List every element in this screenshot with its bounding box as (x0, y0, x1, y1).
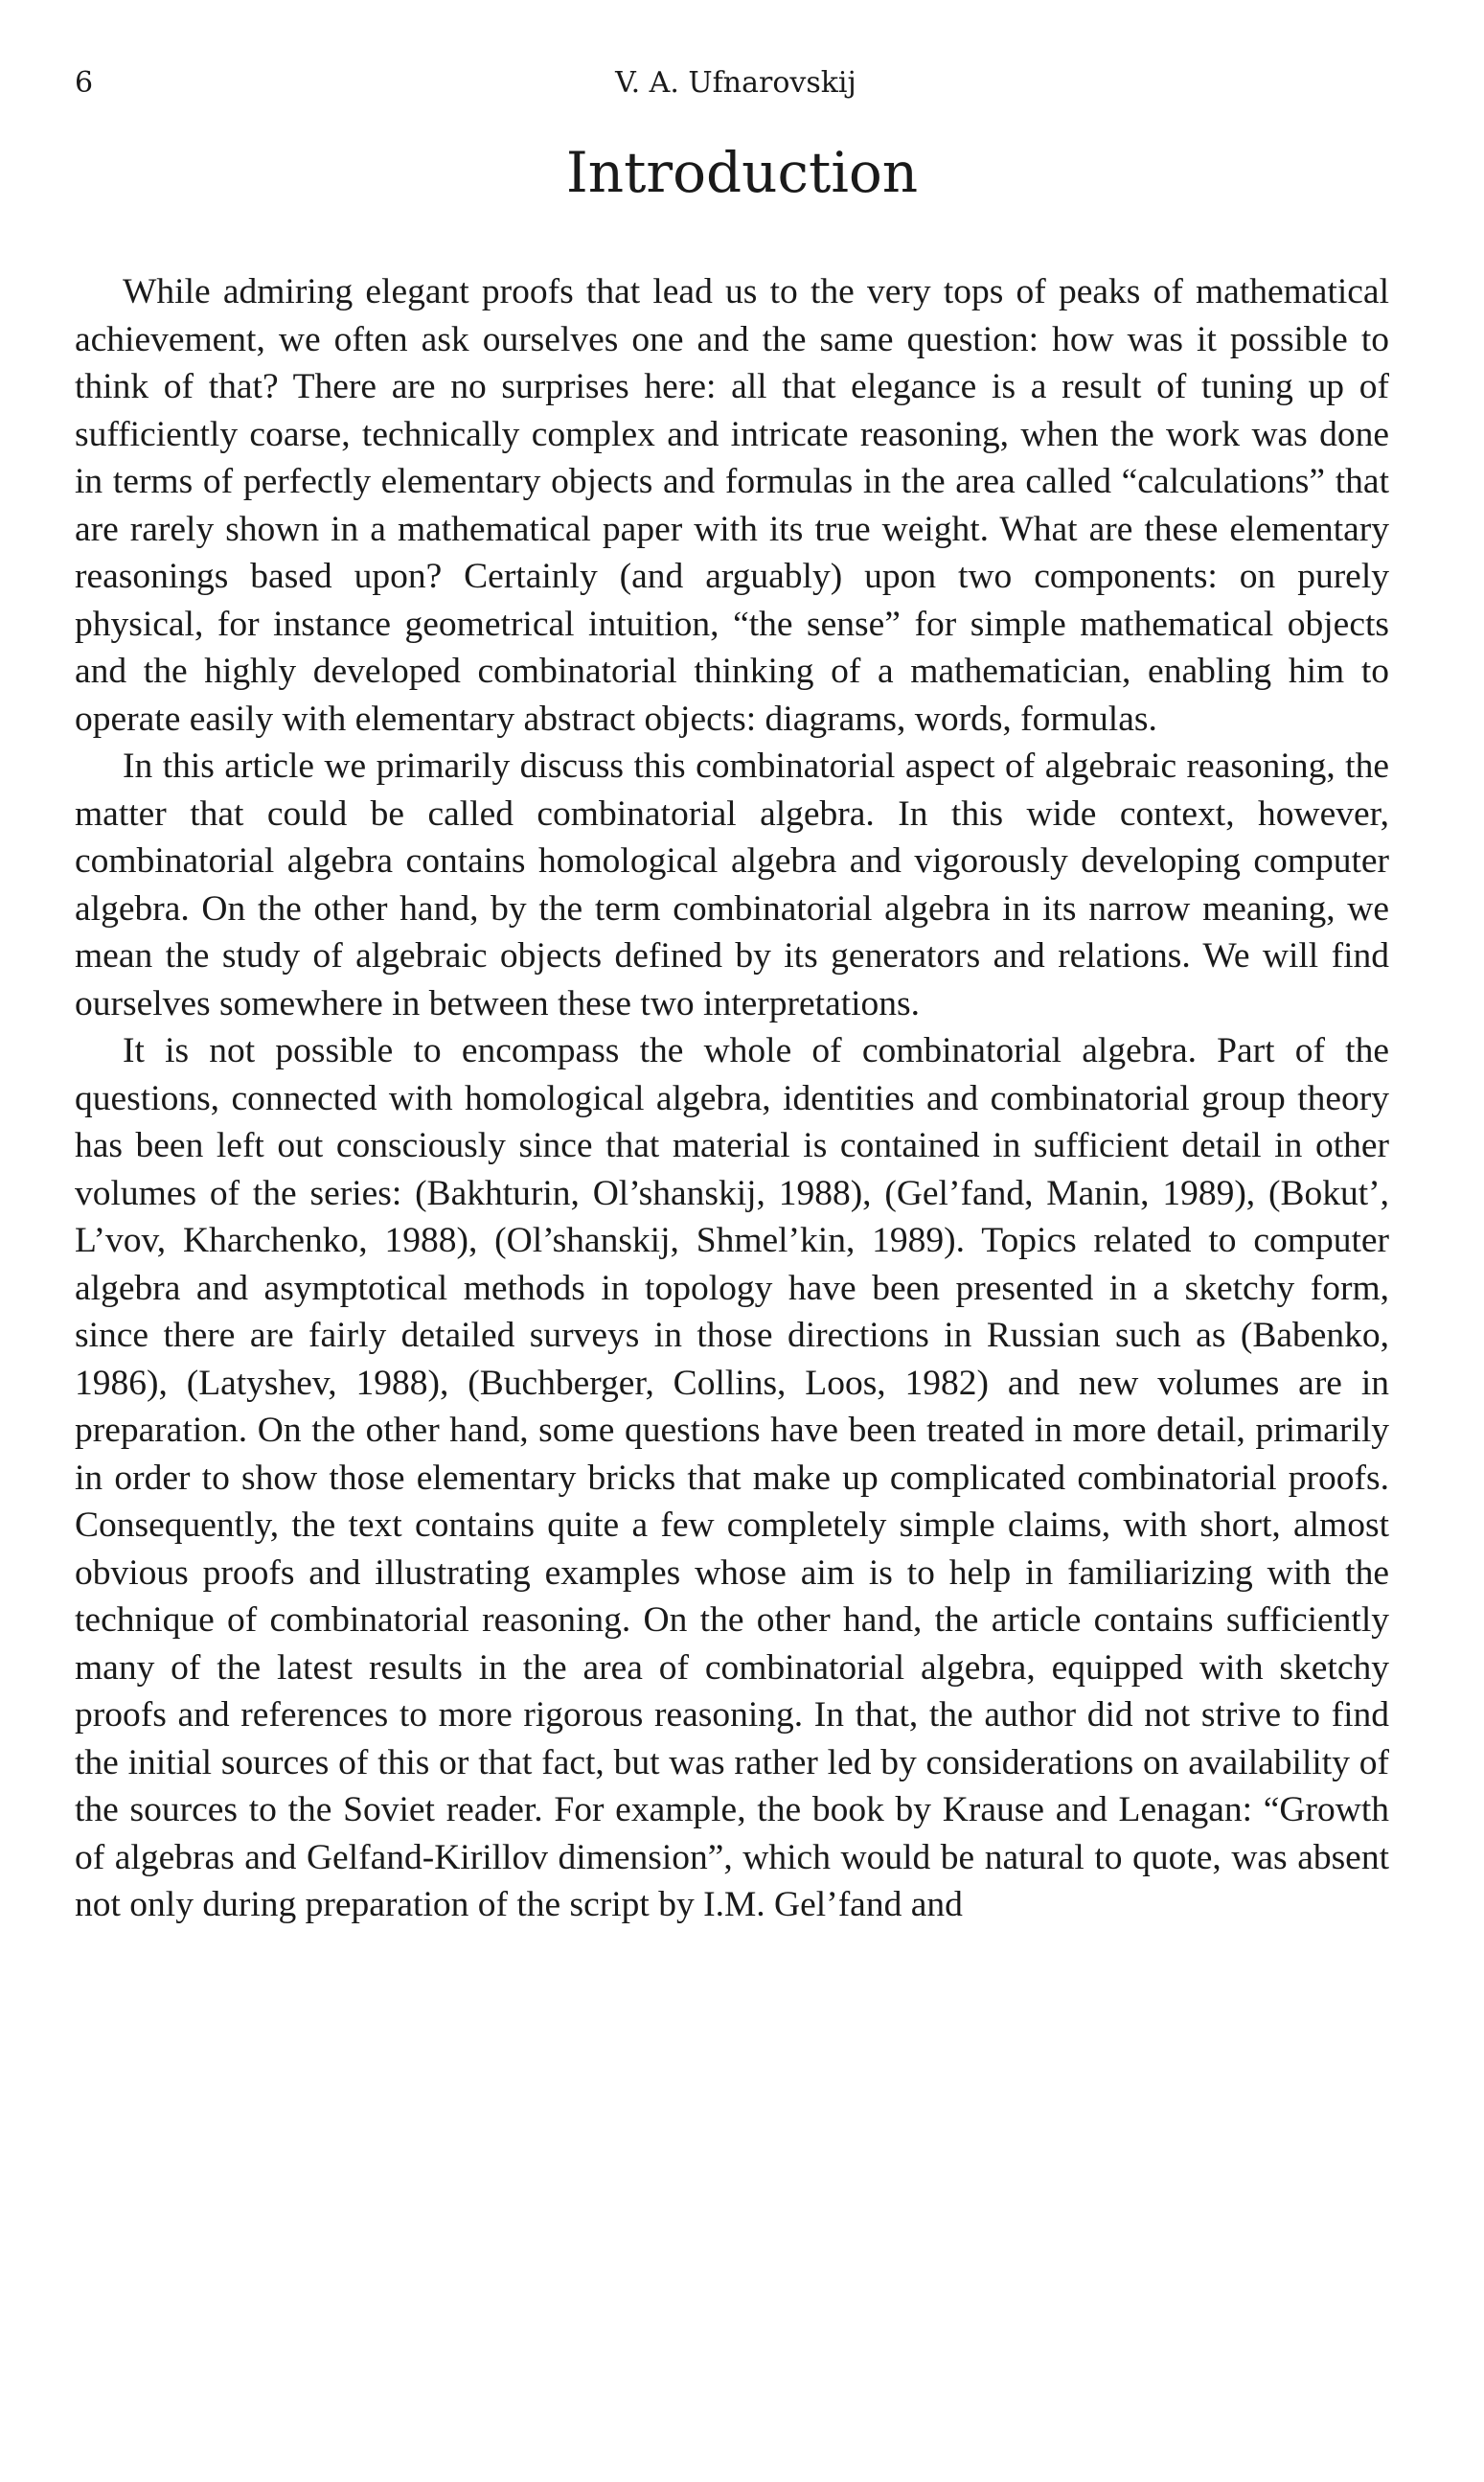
paragraph: It is not possible to encompass the whole of combinatorial algebra. Part of the questions, connected with homological algebra, identities and combinatorial group theory has been left out consciously since that material is contained in sufficient detail in other volumes of the series: (Bakhturin, Ol’shanskij, 1988), (Gel’fand, Manin, 1989), (Bokut’, L’vov, Kharchenko, 1988), (Ol’shanskij, Shmel’kin, 1989). Topics related to computer algebra and asymptotical methods in topology have been presented in a sketchy form, since there are fairly detailed surveys in those directions in Russian such as (Babenko, 1986), (Latyshev, 1988), (Buchberger, Collins, Loos, 1982) and new volumes are in preparation. On the other hand, some questions have been treated in more detail, primarily in order to show those elementary bricks that make up complicated combinatorial proofs. Consequently, the text contains quite a few completely simple claims, with short, almost obvious proofs and illustrating examples whose aim is to help in familiarizing with the technique of combinatorial reasoning. On the other hand, the article contains sufficiently many of the latest results in the area of combinatorial algebra, equipped with sketchy proofs and references to more rigorous reasoning. In that, the author did not strive to find the initial sources of this or that fact, but was rather led by considerations on availability of the sources to the Soviet reader. For example, the book by Krause and Lenagan: “Growth of algebras and Gelfand-Kirillov dimension”, which would be natural to quote, was absent not only during preparation of the script by I.M. Gel’fand and (75, 1031, 1389, 1924)
paragraph: In this article we primarily discuss this combinatorial aspect of algebraic reasoning, the matter that could be called combinatorial algebra. In this wide context, however, combinatorial algebra contains homological algebra and vigorously developing computer algebra. On the other hand, by the term combinatorial algebra in its narrow meaning, we mean the study of algebraic objects defined by its generators and relations. We will find ourselves somewhere in between these two interpretations. (75, 747, 1389, 1023)
section-title: Introduction (565, 140, 919, 205)
body-text (75, 268, 1389, 1929)
page-number: 6 (75, 66, 94, 100)
page-header (75, 59, 1397, 107)
running-head: V. A. Ufnarovskij (615, 66, 856, 100)
paragraph: While admiring elegant proofs that lead us to the very tops of peaks of mathematical achievement, we often ask ourselves one and the same question: how was it possible to think of that? There are no surprises here: all that elegance is a result of tuning up of sufficiently coarse, technically complex and intricate reasoning, when the work was done in terms of perfectly elementary objects and formulas in the area called “calculations” that are rarely shown in a mathematical paper with its true weight. What are these elementary reasonings based upon? Certainly (and arguably) upon two components: on purely physical, for instance geometrical intuition, “the sense” for simple mathematical objects and the highly developed combinatorial thinking of a mathematician, enabling him to operate easily with elementary abstract objects: diagrams, words, formulas. (75, 272, 1389, 739)
